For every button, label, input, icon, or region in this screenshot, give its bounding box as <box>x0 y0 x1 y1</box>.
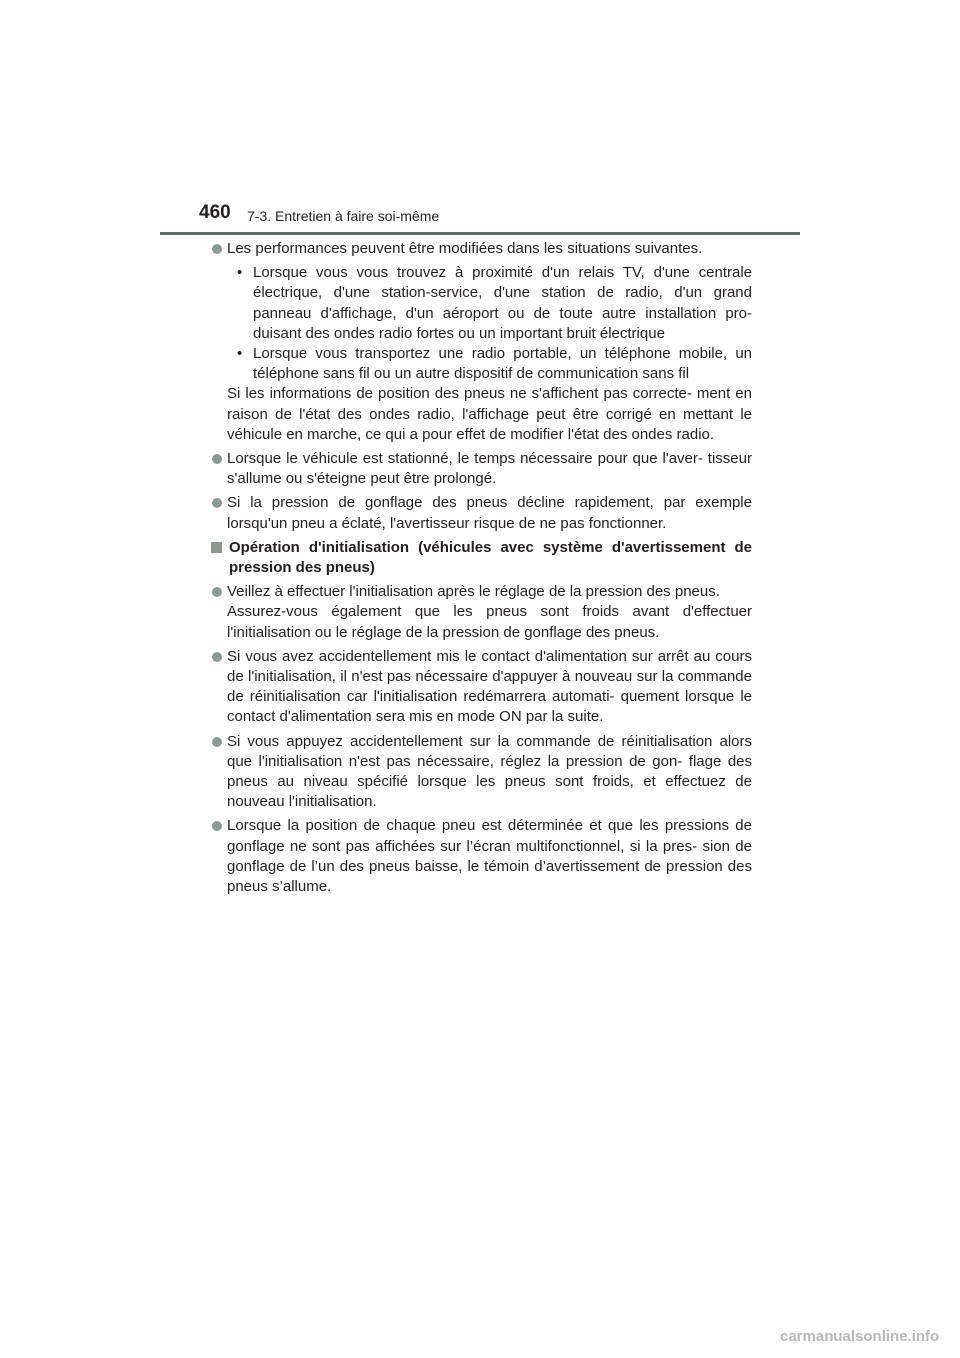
bullet-item <box>211 816 752 897</box>
paragraph: Lorsque le véhicule est stationné, le temps nécessaire pour que l'aver- tisseur s'allume ou s'éteigne peut être prolongé. <box>227 450 752 488</box>
sub-bullet-dot-icon: • <box>237 345 243 363</box>
bullet-circle-icon <box>212 652 222 662</box>
bullet-item <box>211 732 752 813</box>
sub-bullet-item <box>227 344 752 384</box>
sub-bullet-item <box>227 263 752 344</box>
page-content <box>211 239 752 901</box>
page-number: 460 <box>199 202 231 223</box>
paragraph: Lorsque vous vous trouvez à proximité d'un relais TV, d'une centrale électrique, d'une station-service, d'une station de radio, d'un grand panneau d'affichage, d'un aéroport ou de toute autre installation pro- duisant des ondes radio fortes ou un important bruit électrique <box>253 264 752 342</box>
sub-bullet-dot-icon: • <box>237 264 243 282</box>
bullet-circle-icon <box>212 587 222 597</box>
paragraph: Si vous appuyez accidentellement sur la commande de réinitialisation alors que l'initialisation n'est pas nécessaire, réglez la pression de gon- flage des pneus au niveau spécifié lorsque les pneus sont froids, et effectuez de nouveau l'initialisation. <box>227 732 752 811</box>
paragraph: Assurez-vous également que les pneus sont froids avant d'effectuer l'initialisation ou le réglage de la pression de gonflage des pneus. <box>227 603 752 641</box>
paragraph: Lorsque la position de chaque pneu est déterminée et que les pressions de gonflage ne sont pas affichées sur l’écran multifonctionnel, si la pres- sion de gonflage de l’un des pneus baisse, le témoin d’avertissement de pression des pneus s’allume. <box>227 817 752 896</box>
paragraph: Veillez à effectuer l'initialisation après le réglage de la pression des pneus. <box>227 583 720 601</box>
bullet-circle-icon <box>212 737 222 747</box>
bullet-circle-icon <box>212 498 222 508</box>
paragraph: Si vous avez accidentellement mis le contact d'alimentation sur arrêt au cours de l'initialisation, il n'est pas nécessaire d'appuyer à nouveau sur la commande de réinitialisation car l'initialisation redémarrera automati- quement lorsque le contact d'alimentation sera mis en mode ON par la suite. <box>227 647 752 726</box>
bullet-item <box>211 582 752 643</box>
bullet-circle-icon <box>212 244 222 254</box>
bullet-item <box>211 647 752 728</box>
paragraph: Si la pression de gonflage des pneus décline rapidement, par exemple lorsqu'un pneu a éclaté, l'avertisseur risque de ne pas fonctionner. <box>227 494 752 532</box>
paragraph: Les performances peuvent être modifiées dans les situations suivantes. <box>227 240 703 257</box>
section-title: 7-3. Entretien à faire soi-même <box>247 208 440 224</box>
bullet-circle-icon <box>212 454 222 464</box>
square-bullet-icon <box>211 542 222 553</box>
watermark: carmanualsonline.info <box>780 1328 940 1345</box>
bullet-circle-icon <box>212 821 222 831</box>
section-heading <box>211 538 752 578</box>
bullet-item <box>211 239 752 445</box>
page-header <box>0 0 960 240</box>
bullet-item <box>211 493 752 533</box>
bullet-item <box>211 449 752 489</box>
section-heading-text: Opération d'initialisation (véhicules avec système d'avertissement de pression des pneus) <box>229 538 752 577</box>
paragraph: Si les informations de position des pneus ne s'affichent pas correcte- ment en raison de l'état des ondes radio, l'affichage peut être corrigé en mettant le véhicule en marche, ce qui a pour effet de modifier l'état des ondes radio. <box>227 385 752 443</box>
paragraph: Lorsque vous transportez une radio portable, un téléphone mobile, un téléphone sans fil ou un autre dispositif de communication sans fil <box>253 345 752 383</box>
header-rule <box>160 232 800 235</box>
